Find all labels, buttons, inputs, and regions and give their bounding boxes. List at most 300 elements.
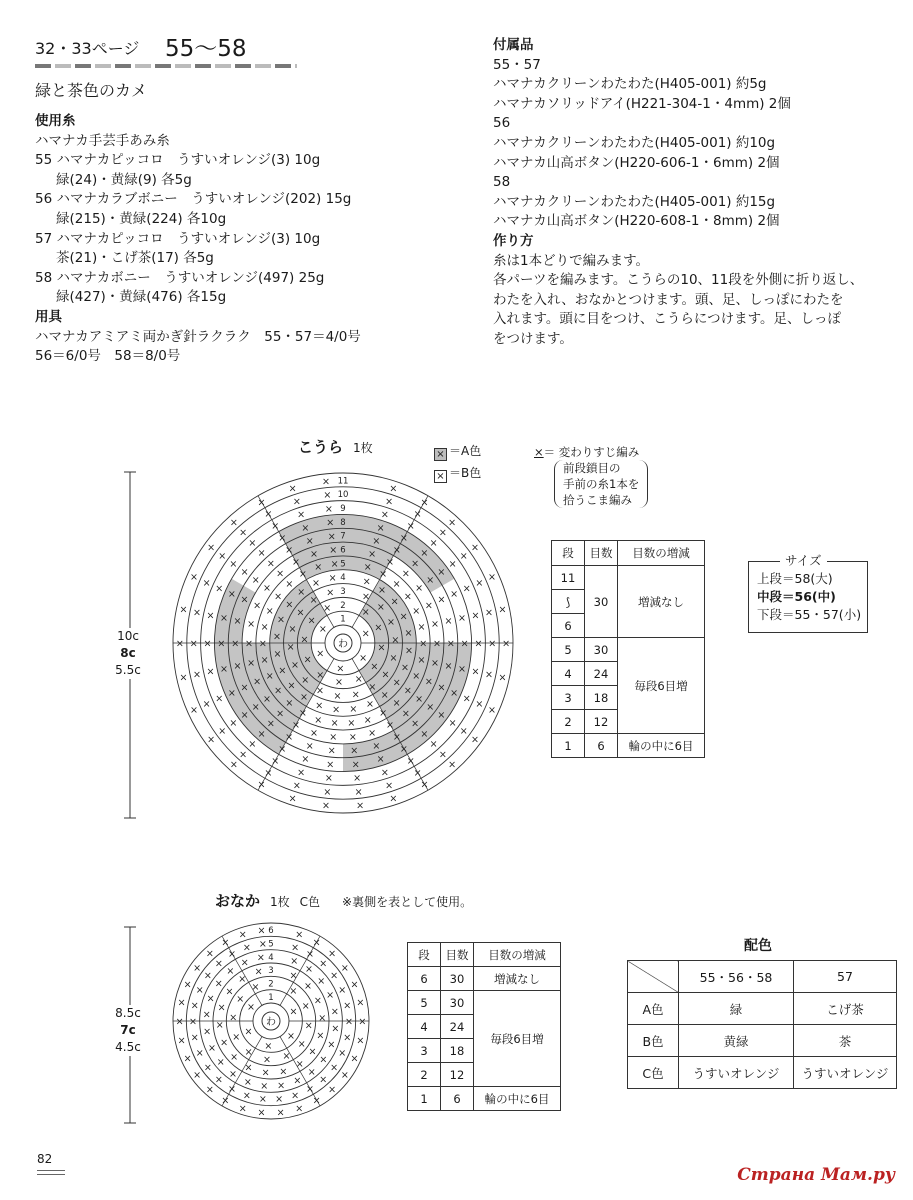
stitch-symbol: × <box>350 1053 359 1065</box>
round-number-label: 1 <box>268 992 274 1003</box>
stitch-symbol: × <box>406 521 415 533</box>
tools-heading: 用具 <box>35 308 62 325</box>
stitch-symbol: × <box>326 517 335 529</box>
stitch-symbol: × <box>303 654 312 666</box>
stitch-symbol: × <box>301 522 310 534</box>
stitch-symbol: × <box>217 1002 226 1014</box>
stitch-symbol: × <box>331 1023 340 1035</box>
stitch-symbol: × <box>257 925 266 937</box>
stitch-symbol: × <box>229 718 238 730</box>
belly-dimensions <box>103 1005 153 1056</box>
col-change: 目数の増減 <box>474 943 561 967</box>
stitch-symbol: × <box>314 714 323 726</box>
stitch-symbol: × <box>220 613 229 625</box>
stitch-symbol: × <box>333 690 342 702</box>
stitch-symbol: × <box>295 1059 304 1071</box>
stitch-symbol: × <box>457 663 466 675</box>
stitch-symbol: × <box>260 1080 269 1092</box>
stitch-symbol: × <box>203 970 212 982</box>
stitch-symbol: × <box>459 726 468 738</box>
stitch-symbol: × <box>207 542 216 554</box>
accessories-line: ハマナカクリーンわたわた(H405-001) 約10g <box>493 134 776 151</box>
stitch-symbol: × <box>206 610 215 622</box>
stitch-symbol: × <box>183 979 192 991</box>
stitch-symbol: × <box>415 583 424 595</box>
ring-center-label: わ <box>266 1017 276 1028</box>
stitch-symbol: × <box>300 634 309 646</box>
stitch-symbol: × <box>316 648 325 660</box>
col-count: 目数 <box>585 541 618 566</box>
stitch-symbol: × <box>228 948 236 960</box>
stitch-symbol: × <box>328 1084 337 1096</box>
stitch-symbol: × <box>229 1012 238 1024</box>
stitch-symbol: × <box>424 676 433 688</box>
stitch-symbol: × <box>240 957 249 969</box>
stitch-symbol: × <box>392 698 401 710</box>
stitch-symbol: × <box>318 1012 327 1024</box>
stitch-symbol: × <box>392 545 401 557</box>
stitch-symbol: × <box>240 567 249 579</box>
stitch-symbol: × <box>366 699 374 711</box>
yarn-line: 58 ハマナカボニー うすいオレンジ(497) 25g <box>35 269 325 286</box>
stitch-symbol: × <box>329 545 338 557</box>
yarn-line: 57 ハマナカピッコロ うすいオレンジ(3) 10g <box>35 230 321 247</box>
stitch-symbol: × <box>304 1020 313 1032</box>
shell-dimensions <box>103 628 153 679</box>
stitch-symbol: × <box>227 687 236 699</box>
stitch-symbol: × <box>444 616 453 628</box>
belly-note: ※裏側を表として使用。 <box>342 895 473 909</box>
watermark-logo: Страна Мам.ру <box>737 1165 895 1185</box>
dim-small: 4.5c <box>115 1040 141 1054</box>
stitch-symbol: × <box>319 1074 328 1086</box>
stitch-symbol: × <box>275 1094 284 1106</box>
stitch-symbol: × <box>288 793 297 805</box>
stitch-symbol: × <box>179 672 188 684</box>
stitch-symbol: × <box>288 483 297 495</box>
stitch-symbol: × <box>195 1048 204 1060</box>
stitch-symbol: × <box>240 709 249 721</box>
stitch-symbol: × <box>380 690 389 702</box>
stitch-symbol: × <box>253 676 262 688</box>
size-line-small: 下段＝55・57(小) <box>757 607 862 622</box>
stitch-symbol: × <box>193 669 201 681</box>
stitch-symbol: × <box>190 704 198 716</box>
stitch-symbol: × <box>253 600 262 612</box>
stitch-symbol: × <box>215 693 224 705</box>
round-number-label: 3 <box>268 966 274 977</box>
stitch-symbol: × <box>265 671 274 683</box>
stitch-symbol: × <box>321 476 330 488</box>
stitch-symbol: × <box>390 596 399 608</box>
stitch-symbol: × <box>206 666 215 678</box>
stitch-symbol: × <box>177 997 186 1009</box>
stitch-symbol: × <box>214 958 223 970</box>
stitch-symbol: × <box>239 749 248 761</box>
color-cell: こげ茶 <box>794 993 897 1025</box>
stitch-symbol: × <box>254 966 263 978</box>
yarn-line: 56 ハマナカラブボニー うすいオレンジ(202) 15g <box>35 191 352 208</box>
stitch-symbol: × <box>356 1035 365 1047</box>
stitch-symbol: × <box>386 719 394 731</box>
color-b-swatch: × <box>434 470 447 483</box>
stitch-symbol: × <box>218 726 227 738</box>
stitch-symbol: × <box>330 1062 339 1074</box>
stitch-symbol: × <box>448 517 457 529</box>
stitch-symbol: × <box>307 615 316 627</box>
count-cell: 30 <box>441 967 474 991</box>
stitch-symbol: × <box>282 1051 291 1063</box>
round-number-label: 4 <box>340 573 346 584</box>
stitch-symbol: × <box>351 689 360 701</box>
stitch-symbol: × <box>242 1090 251 1102</box>
count-cell: 18 <box>441 1039 474 1063</box>
yarn-heading: 使用糸 <box>35 113 76 129</box>
stitch-symbol: × <box>232 1031 241 1043</box>
stitch-symbol: × <box>437 682 446 694</box>
stitch-symbol: × <box>264 767 273 779</box>
stitch-symbol: × <box>354 673 363 685</box>
stitch-symbol: × <box>450 687 459 699</box>
stitch-symbol: × <box>175 1016 184 1028</box>
stitch-symbol: × <box>420 728 429 740</box>
stitch-symbol: × <box>354 786 363 798</box>
accessories-line: ハマナカクリーンわたわた(H405-001) 約5g <box>493 76 767 93</box>
stitch-symbol: × <box>406 755 415 767</box>
stitch-symbol: × <box>214 1074 223 1086</box>
col-dan: 段 <box>552 541 585 566</box>
count-cell: 6 <box>585 734 618 758</box>
stitch-symbol: × <box>257 779 266 791</box>
stitch-symbol: × <box>285 599 294 611</box>
stitch-symbol: × <box>385 496 394 508</box>
color-a-swatch: × <box>434 448 447 461</box>
stitch-symbol: × <box>229 759 238 771</box>
stitch-symbol: × <box>362 591 371 603</box>
color-row-label: C色 <box>628 1057 679 1089</box>
color-table <box>627 960 897 1089</box>
materials-section <box>35 112 361 367</box>
stitch-symbol: × <box>330 970 339 982</box>
stitch-symbol: × <box>215 1020 224 1032</box>
stitch-symbol: × <box>401 708 410 720</box>
page-reference: 32・33ページ <box>35 39 140 58</box>
round-number-label: 11 <box>337 476 349 487</box>
stitch-symbol: × <box>358 1016 367 1028</box>
stitch-symbol: × <box>297 1038 306 1050</box>
stitch-symbol: × <box>429 739 438 751</box>
stitch-symbol: × <box>411 718 420 730</box>
stitch-symbol: × <box>332 704 341 716</box>
stitch-symbol: × <box>327 1039 336 1051</box>
stitch-symbol: × <box>277 614 286 626</box>
stitch-symbol: × <box>292 557 300 569</box>
stitch-symbol: × <box>309 549 318 561</box>
stitch-symbol: × <box>285 545 294 557</box>
stitch-symbol: × <box>370 661 379 673</box>
stitch-symbol: × <box>248 537 257 549</box>
stitch-symbol: × <box>485 607 493 619</box>
stitch-symbol: × <box>404 628 413 640</box>
stitch-symbol: × <box>460 638 469 650</box>
stitch-symbol: × <box>498 672 507 684</box>
stitch-symbol: × <box>368 549 377 561</box>
stitch-symbol: × <box>239 527 248 539</box>
legend-b-label: ＝B色 <box>449 466 482 480</box>
color-cell: 緑 <box>679 993 794 1025</box>
accessories-heading: 付属品 <box>493 37 534 53</box>
stitch-symbol: × <box>261 1067 270 1079</box>
stitch-symbol: × <box>326 587 335 599</box>
stitch-symbol: × <box>413 509 422 521</box>
belly-count: 1枚 <box>270 895 290 909</box>
stitch-symbol: × <box>205 1084 214 1096</box>
stitch-symbol: × <box>399 533 408 545</box>
stitch-symbol: × <box>368 727 377 739</box>
stitch-symbol: × <box>485 669 493 681</box>
dan-cell: 6 <box>408 967 441 991</box>
dan-cell: 3 <box>408 1039 441 1063</box>
stitch-symbol: × <box>324 503 333 515</box>
stitch-symbol: × <box>362 576 371 588</box>
color-row-label: A色 <box>628 993 679 1025</box>
stitch-symbol: × <box>308 1046 317 1058</box>
belly-title-text: おなか <box>215 892 261 910</box>
stitch-symbol: × <box>300 692 308 704</box>
stitch-symbol: × <box>438 527 447 539</box>
stitch-symbol: × <box>363 562 372 574</box>
stitch-symbol: × <box>233 616 242 628</box>
dan-cell: 5 <box>552 638 585 662</box>
stitch-symbol: × <box>309 727 318 739</box>
stitch-symbol: × <box>359 653 368 665</box>
stitch-symbol: × <box>297 767 306 779</box>
stitch-symbol: × <box>243 1076 252 1088</box>
method-line: 入れます。頭に目をつけ、こうらにつけます。足、しっぽ <box>493 311 842 328</box>
accessories-line: ハマナカソリッドアイ(H221-304-1・4mm) 2個 <box>493 95 791 112</box>
stitch-symbol: × <box>330 558 339 570</box>
round-number-label: 5 <box>340 559 346 570</box>
stitch-symbol: × <box>305 741 314 753</box>
change-cell: 輪の中に6目 <box>618 734 705 758</box>
count-cell: 24 <box>585 662 618 686</box>
round-number-label: 2 <box>268 979 274 990</box>
stitch-symbol: × <box>334 677 343 689</box>
stitch-symbol: × <box>203 638 212 650</box>
stitch-symbol: × <box>216 1057 225 1069</box>
stitch-symbol: × <box>424 600 433 612</box>
stitch-symbol: × <box>389 483 398 495</box>
stitch-symbol: × <box>248 739 257 751</box>
stitch-symbol: × <box>258 638 267 650</box>
pattern-title: 緑と茶色のカメ <box>35 81 148 100</box>
stitch-symbol: × <box>271 755 280 767</box>
stitch-symbol: × <box>312 937 321 949</box>
stitch-symbol: × <box>207 1042 216 1054</box>
stitch-symbol: × <box>307 1066 316 1078</box>
stitch-symbol: × <box>285 698 294 710</box>
dan-cell: 11 <box>552 566 585 590</box>
yarn-list <box>35 132 361 308</box>
stitch-symbol: × <box>292 496 301 508</box>
stitch-symbol: × <box>236 994 245 1006</box>
stitch-symbol: × <box>377 642 386 654</box>
stitch-symbol: × <box>179 604 188 616</box>
change-cell: 輪の中に6目 <box>474 1087 561 1111</box>
stitch-symbol: × <box>403 685 412 697</box>
stitch-symbol: × <box>206 993 215 1005</box>
stitch-symbol: × <box>475 699 484 711</box>
round-number-label: 2 <box>340 600 346 611</box>
method-line: わたを入れ、おなかとつけます。頭、足、しっぽにわたを <box>493 291 844 308</box>
stitch-symbol: × <box>385 780 394 792</box>
stitch-symbol: × <box>276 1107 285 1119</box>
dan-cell: 6 <box>552 614 585 638</box>
col-count: 目数 <box>441 943 474 967</box>
stitch-symbol: × <box>350 979 359 991</box>
color-col-header: 57 <box>794 961 897 993</box>
stitch-symbol: × <box>203 1026 212 1038</box>
stitch-symbol: × <box>534 445 544 459</box>
stitch-symbol: × <box>316 1030 325 1042</box>
legend-a <box>434 440 481 462</box>
stitch-symbol: × <box>387 617 395 629</box>
stitch-symbol: × <box>328 948 337 960</box>
stitch-symbol: × <box>312 577 320 589</box>
dan-cell: 1 <box>552 734 585 758</box>
stitch-symbol: × <box>356 800 365 812</box>
accessories-line: 55・57 <box>493 56 541 73</box>
stitch-symbol: × <box>326 990 335 1002</box>
dim-medium: 7c <box>120 1023 136 1037</box>
size-line-medium: 中段＝56(中) <box>757 589 836 604</box>
stitch-symbol: × <box>380 509 389 521</box>
dan-cell: 4 <box>408 1015 441 1039</box>
round-number-label: 8 <box>340 517 346 528</box>
count-cell: 18 <box>585 686 618 710</box>
stitch-symbol: × <box>317 975 326 987</box>
stitch-symbol: × <box>379 707 388 719</box>
stitch-symbol: × <box>389 652 398 664</box>
stitch-symbol: × <box>327 531 336 543</box>
count-cell: 30 <box>441 991 474 1015</box>
stitch-symbol: × <box>195 984 204 996</box>
dan-cell: 2 <box>552 710 585 734</box>
stitch-symbol: × <box>295 1103 304 1115</box>
stitch-symbol: × <box>392 578 401 590</box>
stitch-symbol: × <box>289 970 298 982</box>
stitch-symbol: × <box>498 604 507 616</box>
stitch-symbol: × <box>251 575 260 587</box>
stitch-symbol: × <box>347 718 356 730</box>
yarn-line: 55 ハマナカピッコロ うすいオレンジ(3) 10g <box>35 152 321 169</box>
tools-line: ハマナカアミアミ両かぎ針ラクラク 55・57＝4/0号 <box>35 328 361 345</box>
stitch-symbol: × <box>205 948 214 960</box>
dan-cell: ⟆ <box>552 590 585 614</box>
shell-stitch-chart <box>172 472 518 818</box>
stitch-symbol: × <box>319 958 328 970</box>
stitch-symbol: × <box>400 662 409 674</box>
stitch-symbol: × <box>257 497 266 509</box>
stitch-symbol: × <box>277 1080 286 1092</box>
stitch-symbol: × <box>437 709 446 721</box>
stitch-symbol: × <box>356 997 365 1009</box>
stitch-symbol: × <box>238 1103 247 1115</box>
stitch-symbol: × <box>426 575 435 587</box>
footer-rule <box>37 1170 65 1175</box>
stitch-symbol: × <box>392 677 401 689</box>
stitch-symbol: × <box>244 1062 253 1074</box>
stitch-symbol: × <box>368 682 377 694</box>
round-number-label: 9 <box>340 504 346 515</box>
stitch-symbol: × <box>315 685 324 697</box>
stitch-symbol: × <box>215 583 224 595</box>
stitch-symbol: × <box>274 685 283 697</box>
stitch-symbol: × <box>263 1054 272 1066</box>
shell-title-text: こうら <box>298 438 344 456</box>
stitch-symbol: × <box>433 638 441 650</box>
stitch-symbol: × <box>444 660 453 672</box>
stitch-symbol: × <box>412 605 421 617</box>
stitch-symbol: × <box>399 743 408 755</box>
stitch-symbol: × <box>189 638 198 650</box>
change-cell: 毎段6目増 <box>618 638 705 734</box>
stitch-symbol: × <box>415 693 424 705</box>
dan-cell: 2 <box>408 1063 441 1087</box>
stitch-symbol: × <box>361 628 370 640</box>
stitch-symbol: × <box>286 1030 295 1042</box>
stitch-note-bracket <box>554 460 648 508</box>
stitch-symbol: × <box>323 786 332 798</box>
stitch-symbol: × <box>231 638 240 650</box>
stitch-symbol: × <box>193 1070 202 1082</box>
stitch-symbol: × <box>475 577 484 589</box>
count-cell: 12 <box>585 710 618 734</box>
stitch-symbol: × <box>419 638 428 650</box>
color-table-corner <box>628 961 679 993</box>
stitch-symbol: × <box>318 623 327 635</box>
stitch-symbol: × <box>353 773 362 785</box>
stitch-symbol: × <box>245 638 253 650</box>
stitch-symbol: × <box>386 557 394 569</box>
stitch-symbol: × <box>207 734 216 746</box>
shell-rows-table <box>551 540 705 758</box>
stitch-symbol: × <box>296 607 305 619</box>
stitch-symbol: × <box>301 754 310 766</box>
stitch-symbol: × <box>381 669 390 681</box>
stitch-symbol: × <box>251 981 260 993</box>
stitch-symbol: × <box>438 749 447 761</box>
shell-title <box>298 436 373 457</box>
belly-stitch-chart <box>172 922 372 1122</box>
size-line-large: 上段＝58(大) <box>757 571 833 586</box>
stitch-symbol: × <box>327 745 336 757</box>
stitch-symbol: × <box>405 645 413 657</box>
stitch-symbol: × <box>462 693 471 705</box>
stitch-symbol: × <box>301 1001 310 1013</box>
stitch-symbol: × <box>292 719 300 731</box>
stitch-symbol: × <box>330 1006 339 1018</box>
stitch-symbol: × <box>326 759 335 771</box>
stitch-symbol: × <box>380 767 389 779</box>
stitch-symbol: × <box>264 509 273 521</box>
stitch-symbol: × <box>403 591 412 603</box>
stitch-symbol: × <box>323 603 332 615</box>
stitch-symbol: × <box>502 638 511 650</box>
stitch-symbol: × <box>363 714 372 726</box>
stitch-symbol: × <box>430 658 439 670</box>
change-cell: 増減なし <box>618 566 705 638</box>
